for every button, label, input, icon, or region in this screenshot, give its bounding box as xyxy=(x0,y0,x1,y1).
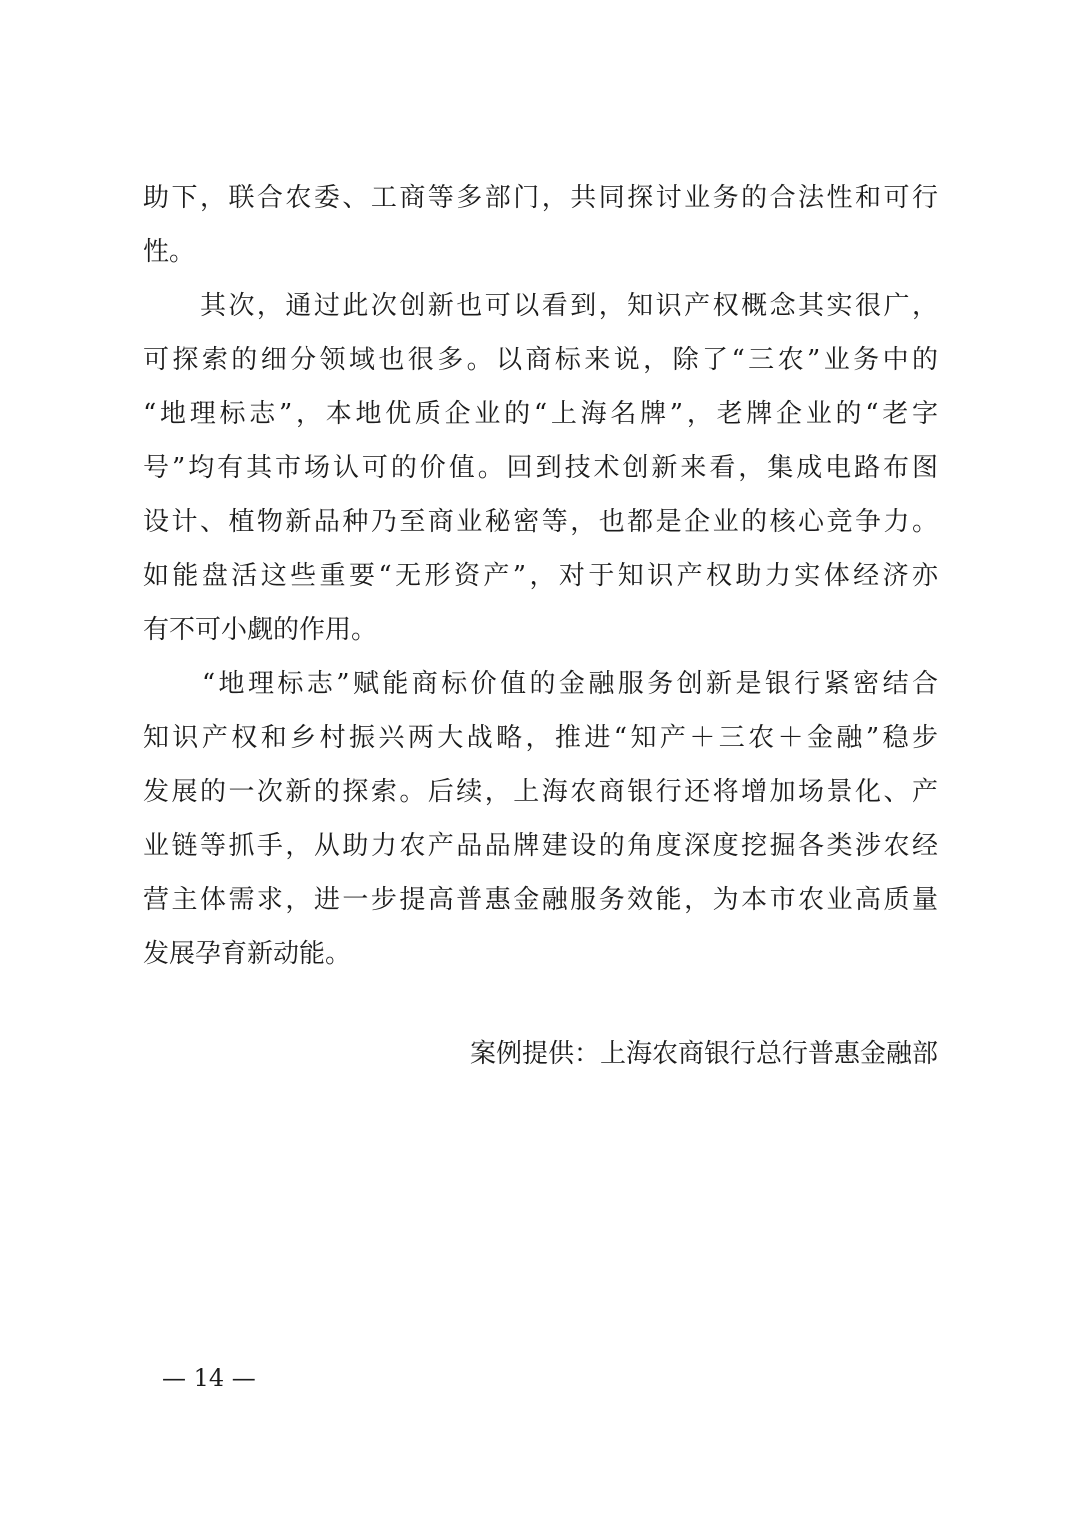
body-line-10: “地理标志”赋能商标价值的金融服务创新是银行紧密结合 xyxy=(143,669,938,699)
body-line-5: “地理标志”，本地优质企业的“上海名牌”，老牌企业的“老字 xyxy=(143,399,938,429)
body-line-1: 助下，联合农委、工商等多部门，共同探讨业务的合法性和可行 xyxy=(143,183,938,213)
case-provider-signature: 案例提供：上海农商银行总行普惠金融部 xyxy=(469,1039,938,1069)
page-number: — 14 — xyxy=(162,1364,256,1392)
body-line-11: 知识产权和乡村振兴两大战略，推进“知产＋三农＋金融”稳步 xyxy=(143,723,938,753)
body-line-15: 发展孕育新动能。 xyxy=(143,939,352,969)
body-line-9: 有不可小觑的作用。 xyxy=(143,615,378,645)
body-line-4: 可探索的细分领域也很多。以商标来说，除了“三农”业务中的 xyxy=(143,345,938,375)
body-line-14: 营主体需求，进一步提高普惠金融服务效能，为本市农业高质量 xyxy=(143,885,938,915)
body-line-8: 如能盘活这些重要“无形资产”，对于知识产权助力实体经济亦 xyxy=(143,561,938,591)
body-line-12: 发展的一次新的探索。后续，上海农商银行还将增加场景化、产 xyxy=(143,777,938,807)
body-line-3: 其次，通过此次创新也可以看到，知识产权概念其实很广， xyxy=(143,291,938,321)
body-line-13: 业链等抓手，从助力农产品品牌建设的角度深度挖掘各类涉农经 xyxy=(143,831,938,861)
body-line-7: 设计、植物新品种乃至商业秘密等，也都是企业的核心竞争力。 xyxy=(143,507,938,537)
body-line-2: 性。 xyxy=(143,237,196,267)
body-line-6: 号”均有其市场认可的价值。回到技术创新来看，集成电路布图 xyxy=(143,453,938,483)
